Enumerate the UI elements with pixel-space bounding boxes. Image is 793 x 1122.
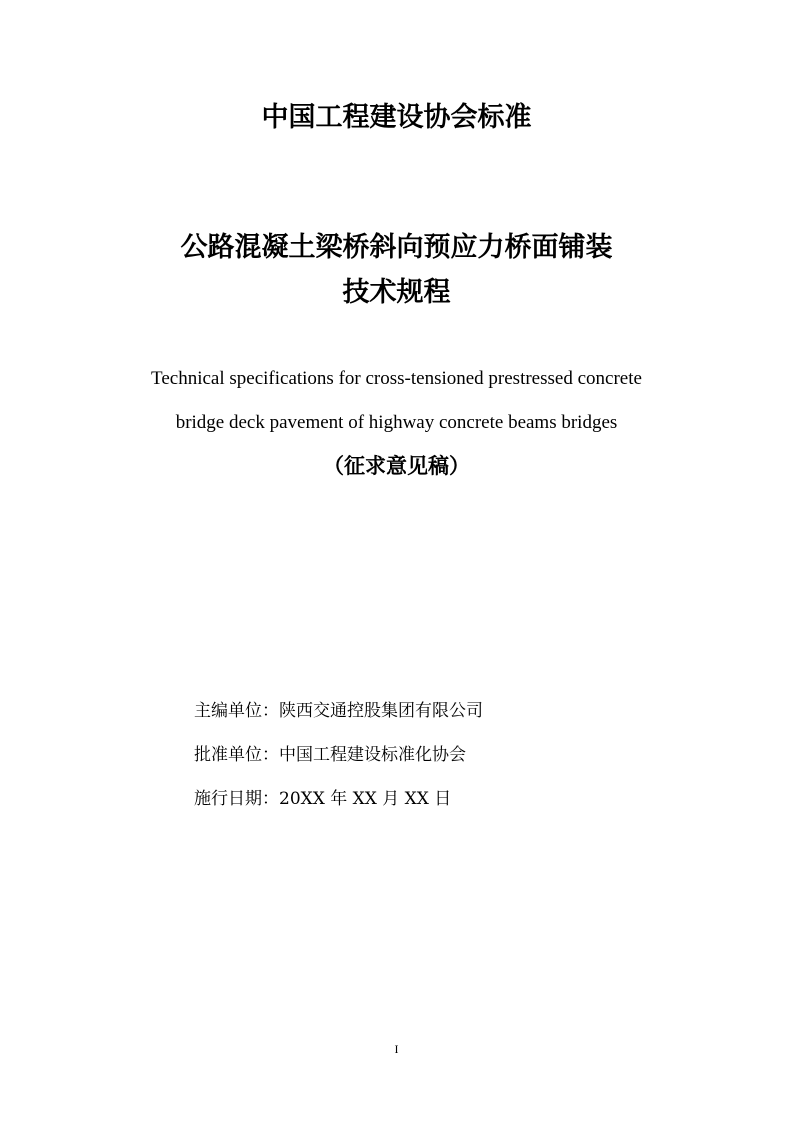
english-title-line-2: bridge deck pavement of highway concrete beams bridges [175, 412, 618, 433]
document-title-line-2: 技术规程 [342, 277, 451, 308]
effective-date-label: 施行日期： [194, 789, 279, 809]
effective-date-row [194, 787, 451, 811]
approver-value: 中国工程建设标准化协会 [279, 745, 466, 765]
chief-editor-value: 陕西交通控股集团有限公司 [279, 701, 483, 721]
english-title-line-1: Technical specifications for cross-tensioned prestressed concrete [151, 368, 642, 389]
draft-status: （征求意见稿） [323, 453, 470, 478]
chief-editor-row [194, 699, 483, 723]
series-title: 中国工程建设协会标准 [261, 102, 532, 133]
effective-date-value: 20XX 年 XX 月 XX 日 [279, 789, 452, 809]
approver-row [194, 743, 466, 767]
approver-label: 批准单位： [194, 745, 279, 765]
chief-editor-label: 主编单位： [194, 701, 279, 721]
page-number: I [394, 1042, 399, 1056]
document-title-line-1: 公路混凝土梁桥斜向预应力桥面铺装 [180, 232, 613, 263]
